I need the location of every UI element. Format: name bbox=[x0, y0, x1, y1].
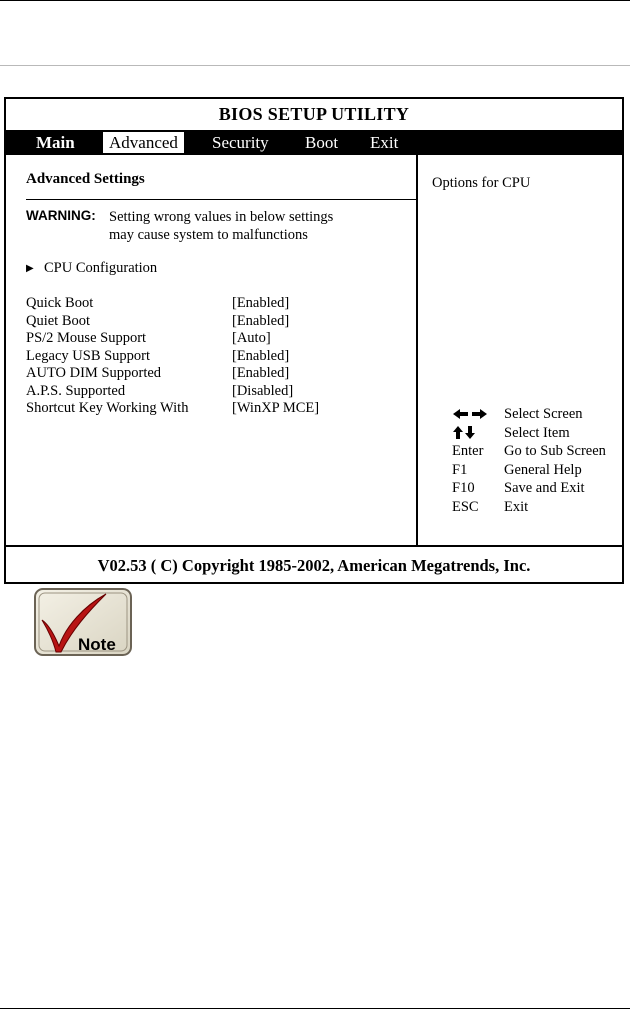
setting-quick-boot[interactable] bbox=[26, 295, 406, 313]
setting-value[interactable]: [Enabled] bbox=[232, 365, 290, 381]
key-label: F1 bbox=[452, 461, 468, 478]
key-label: Enter bbox=[452, 443, 484, 459]
key-legend bbox=[452, 405, 622, 516]
key-row-select-item bbox=[452, 424, 622, 443]
setting-name: A.P.S. Supported bbox=[26, 382, 126, 399]
tab-exit[interactable]: Exit bbox=[370, 133, 399, 152]
key-label: ESC bbox=[452, 498, 479, 515]
setting-value[interactable]: [Disabled] bbox=[232, 382, 294, 399]
key-description: General Help bbox=[504, 461, 582, 478]
setting-legacy-usb-support[interactable] bbox=[26, 348, 406, 366]
setting-name: Shortcut Key Working With bbox=[26, 400, 189, 416]
setting-value[interactable]: [WinXP MCE] bbox=[232, 400, 320, 416]
submenu-arrow-icon: ▶ bbox=[26, 263, 34, 274]
setting-name: Legacy USB Support bbox=[26, 347, 151, 364]
key-description: Select Item bbox=[504, 424, 570, 441]
key-description: Go to Sub Screen bbox=[504, 443, 606, 459]
setting-value[interactable]: [Enabled] bbox=[232, 347, 290, 364]
tab-main[interactable]: Main bbox=[36, 133, 75, 152]
page-top-rule bbox=[0, 0, 630, 1]
bios-screen bbox=[4, 97, 624, 584]
section-divider bbox=[26, 199, 416, 200]
warning-text-line-2: may cause system to malfunctions bbox=[109, 227, 308, 243]
setting-value[interactable]: [Enabled] bbox=[232, 312, 290, 329]
settings-pane bbox=[6, 155, 416, 545]
key-row-enter bbox=[452, 442, 622, 461]
bios-title: BIOS SETUP UTILITY bbox=[218, 104, 410, 124]
menu-bar bbox=[6, 130, 622, 155]
page-header-rule bbox=[0, 65, 630, 66]
key-row-f10 bbox=[452, 479, 622, 498]
setting-quiet-boot[interactable] bbox=[26, 313, 406, 331]
note-checkmark-icon bbox=[32, 586, 134, 658]
setting-shortcut-key[interactable] bbox=[26, 400, 406, 418]
tab-security[interactable]: Security bbox=[212, 133, 269, 152]
setting-name: Quiet Boot bbox=[26, 312, 91, 329]
key-description: Exit bbox=[504, 498, 529, 515]
note-label: Note bbox=[78, 635, 116, 654]
setting-aps-supported[interactable] bbox=[26, 383, 406, 401]
warning-label: WARNING: bbox=[26, 208, 96, 223]
setting-name: PS/2 Mouse Support bbox=[26, 330, 147, 346]
setting-ps2-mouse-support[interactable] bbox=[26, 330, 406, 348]
key-label: F10 bbox=[452, 480, 475, 496]
setting-auto-dim-supported[interactable] bbox=[26, 365, 406, 383]
key-row-select-screen bbox=[452, 405, 622, 424]
submenu-label: CPU Configuration bbox=[44, 260, 158, 276]
setting-value[interactable]: [Auto] bbox=[232, 330, 271, 346]
key-description: Select Screen bbox=[504, 406, 583, 422]
setting-value[interactable]: [Enabled] bbox=[232, 295, 290, 311]
section-title: Advanced Settings bbox=[26, 171, 145, 187]
warning-text-line-1: Setting wrong values in below settings bbox=[109, 209, 334, 225]
page-bottom-rule bbox=[0, 1008, 630, 1009]
copyright-footer: V02.53 ( C) Copyright 1985-2002, American Megatrends, Inc. bbox=[97, 556, 531, 575]
key-row-f1 bbox=[452, 461, 622, 480]
cpu-configuration-submenu[interactable] bbox=[26, 260, 157, 277]
settings-list bbox=[26, 295, 406, 418]
setting-name: Quick Boot bbox=[26, 295, 94, 311]
help-text: Options for CPU bbox=[432, 175, 531, 191]
tab-boot[interactable]: Boot bbox=[305, 133, 339, 152]
help-pane bbox=[418, 155, 622, 545]
key-description: Save and Exit bbox=[504, 480, 585, 496]
key-row-esc bbox=[452, 498, 622, 517]
tab-advanced[interactable]: Advanced bbox=[103, 132, 184, 153]
setting-name: AUTO DIM Supported bbox=[26, 365, 162, 381]
